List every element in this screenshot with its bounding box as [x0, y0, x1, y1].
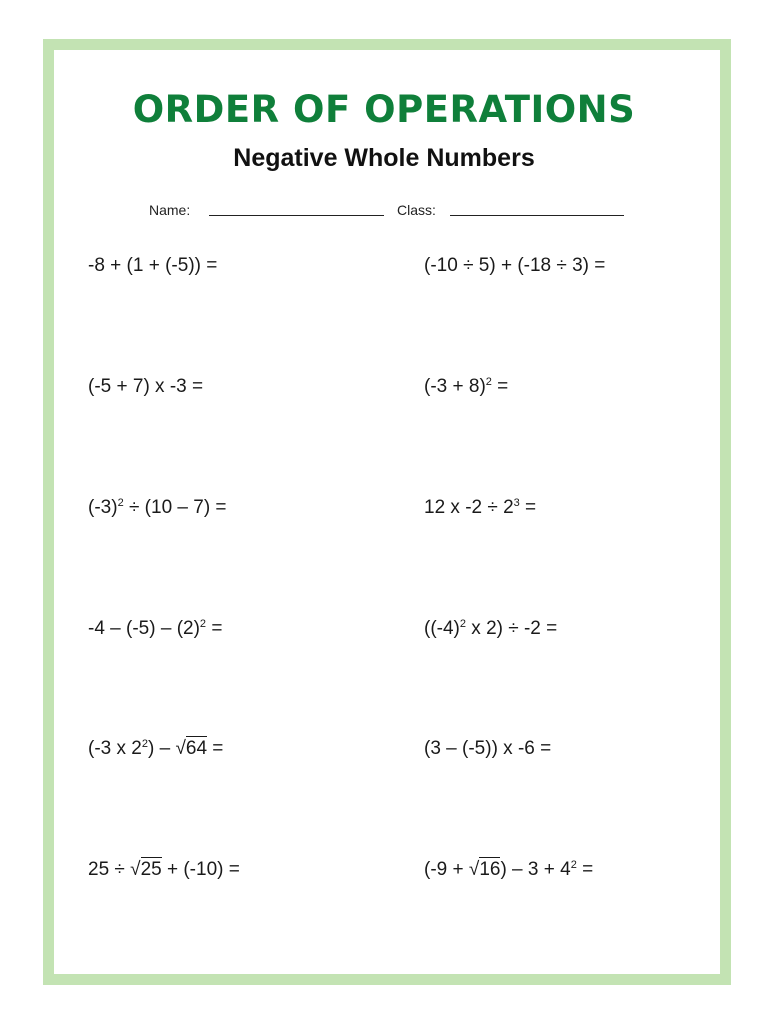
problem-6-base: 12 x -2 ÷ 2	[424, 497, 514, 518]
worksheet-title: ORDER OF OPERATIONS	[132, 88, 636, 131]
problem-4	[424, 375, 508, 399]
problem-5-rest: ÷ (10 – 7) =	[123, 497, 227, 518]
problem-12-equals: =	[576, 859, 594, 880]
problem-6-exponent: 3	[513, 497, 520, 509]
problem-8-exponent: 2	[459, 618, 467, 630]
problem-12-base: (-9 +	[424, 859, 469, 880]
problem-12	[424, 858, 593, 882]
problem-4-equals: =	[491, 376, 509, 397]
problem-8-base: ((-4)	[424, 618, 460, 639]
class-label: Class:	[397, 202, 436, 218]
problem-7-base: -4 – (-5) – (2)	[88, 618, 200, 639]
square-root-sign: √25	[130, 859, 162, 880]
student-info-row	[0, 200, 768, 222]
problem-8	[424, 617, 557, 641]
square-root-sign: √16	[468, 859, 501, 880]
problem-10	[424, 737, 551, 761]
problem-4-exponent: 2	[485, 376, 492, 388]
name-field[interactable]	[209, 215, 384, 216]
problem-11	[88, 858, 240, 882]
problem-9	[88, 737, 223, 761]
problem-3	[88, 375, 203, 399]
problem-1	[88, 254, 217, 278]
problem-1-text: -8 + (1 + (-5)) =	[88, 255, 218, 276]
problem-9-base: (-3 x 2	[88, 738, 142, 759]
problem-12-middle: ) – 3 + 4	[500, 859, 571, 880]
problem-9-exponent: 2	[141, 738, 148, 750]
problem-11-base: 25 ÷	[88, 859, 131, 880]
problem-8-rest: x 2) ÷ -2 =	[466, 618, 558, 639]
problem-11-radicand: 25	[140, 859, 162, 880]
problem-3-text: (-5 + 7) x -3 =	[88, 376, 204, 397]
problem-2	[424, 254, 605, 278]
problem-9-radicand: 64	[185, 738, 208, 759]
problem-6-equals: =	[519, 497, 537, 518]
problem-7-exponent: 2	[199, 618, 207, 630]
problem-5-exponent: 2	[117, 497, 124, 509]
problem-9-equals: =	[207, 738, 224, 759]
problem-12-radicand: 16	[479, 859, 501, 880]
problem-5-base: (-3)	[88, 497, 118, 518]
problem-6	[424, 496, 536, 520]
square-root-sign: √64	[175, 738, 208, 759]
problem-5	[88, 496, 227, 520]
problem-11-rest: + (-10) =	[161, 859, 240, 880]
class-field[interactable]	[450, 215, 624, 216]
problem-7-equals: =	[206, 618, 223, 639]
name-label: Name:	[149, 202, 191, 218]
problem-4-base: (-3 + 8)	[424, 376, 486, 397]
worksheet-subtitle: Negative Whole Numbers	[233, 144, 535, 172]
problem-9-minus: ) –	[147, 738, 176, 759]
problem-7	[88, 617, 222, 641]
problem-10-text: (3 – (-5)) x -6 =	[424, 738, 552, 759]
problem-2-text: (-10 ÷ 5) + (-18 ÷ 3) =	[424, 255, 606, 276]
problem-12-exponent: 2	[570, 859, 577, 871]
